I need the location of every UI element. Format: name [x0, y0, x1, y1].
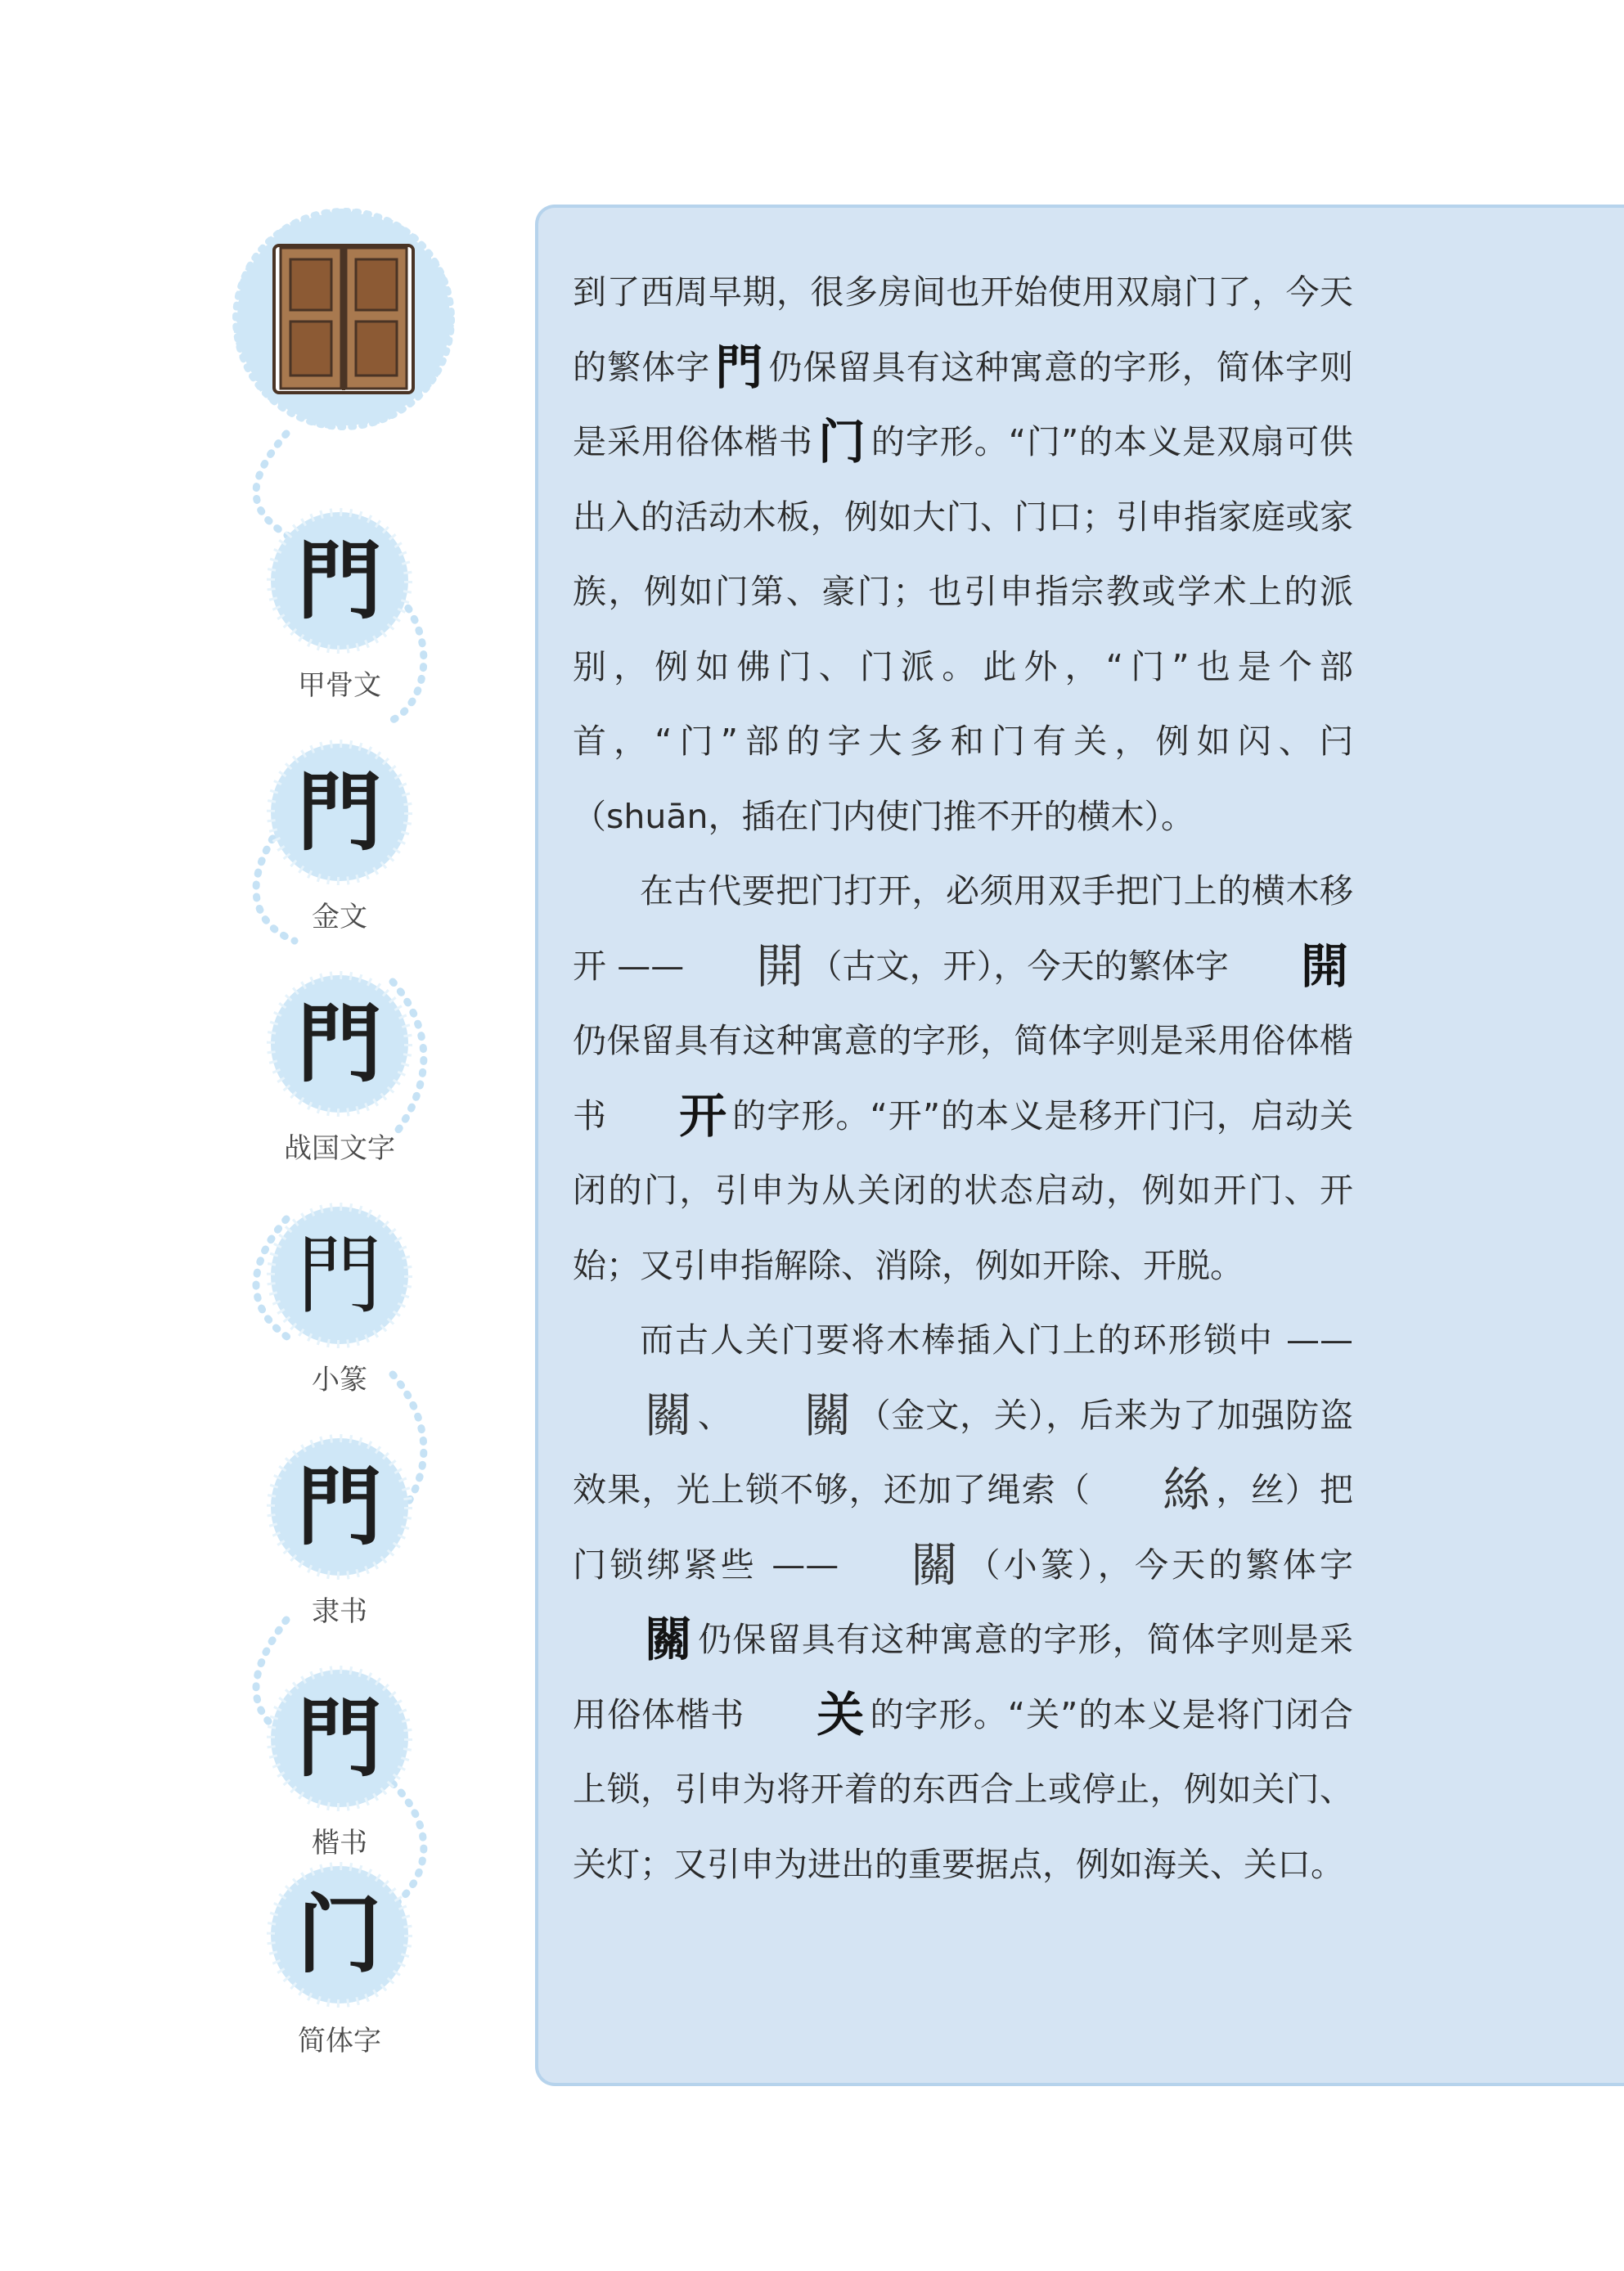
stage-glyph: 門	[296, 530, 382, 631]
text-run: 的字形。“关”的本义是将门闭合上锁，引申为将开着的东西合上或停止，例如关门、关灯；又引申为进出的重要据点，例如海关、关口。	[573, 1694, 1353, 1884]
text-run: 在古代要把门打开，必须用双手把门上的横木移开 ——	[573, 871, 1353, 986]
stage-glyph: 門	[296, 1456, 382, 1557]
inline-glyph: 开	[679, 1087, 727, 1144]
stage-label: 战国文字	[284, 1132, 395, 1165]
inline-glyph: 關	[911, 1536, 959, 1593]
stage-label: 楷书	[312, 1827, 367, 1860]
stage-regular	[237, 1665, 442, 1886]
text-run: （古文，开），今天的繁体字	[808, 946, 1229, 986]
stage-glyph: 門	[296, 1688, 382, 1788]
inline-glyph: 門	[715, 339, 763, 395]
inline-glyph: 关	[816, 1686, 865, 1743]
article-text	[573, 255, 1353, 1902]
inline-glyph: 门	[817, 414, 866, 470]
stage-label: 隶书	[312, 1595, 367, 1628]
text-run: （小篆），今天的繁体字	[963, 1545, 1353, 1585]
text-run: 而古人关门要将木棒插入门上的环形锁中 ——	[640, 1320, 1353, 1360]
inline-glyph: 關	[645, 1387, 693, 1443]
glyph-badge	[266, 1202, 413, 1349]
glyph-evolution-chain	[237, 245, 442, 2057]
glyph-badge	[266, 1861, 413, 2008]
stage-glyph: 门	[296, 1884, 382, 1985]
text-run: 、	[697, 1395, 732, 1435]
paragraph-door	[573, 255, 1353, 854]
text-run: ，丝）把门锁绑紧些 ——	[573, 1470, 1354, 1585]
inline-glyph: 開	[756, 938, 804, 994]
article-panel	[535, 205, 1624, 2086]
stage-glyph: 門	[296, 993, 382, 1094]
stage-label: 甲骨文	[298, 669, 381, 702]
glyph-badge	[266, 1665, 413, 1812]
glyph-badge	[266, 739, 413, 886]
stage-label: 金文	[312, 901, 367, 933]
stage-glyph: 門	[296, 762, 382, 862]
text-run: 的字形。“开”的本义是移开门闩，启动关闭的门，引申为从关闭的状态启动，例如开门、开始；又引申指解除、消除，例如开除、开脱。	[573, 1095, 1353, 1285]
paragraph-open	[573, 854, 1353, 1303]
text-run: 仍保留具有这种寓意的字形，简体字则是采用俗体楷书	[573, 347, 1354, 461]
stage-bronze	[237, 739, 442, 960]
text-run: （金文，关），后来为了加强防盗效果，光上锁不够，还加了绳索（	[573, 1395, 1353, 1509]
inline-glyph: 關	[645, 1612, 693, 1667]
text-run: 到了西周早期，很多房间也开始使用双扇门了，今天的繁体字	[573, 272, 1353, 387]
glyph-badge	[266, 970, 413, 1118]
glyph-badge	[266, 507, 413, 654]
stage-glyph: 門	[296, 1225, 382, 1325]
glyph-badge	[266, 1433, 413, 1581]
inline-glyph: 關	[803, 1387, 852, 1443]
stage-clerical	[237, 1433, 442, 1654]
text-run: 仍保留具有这种寓意的字形，简体字则是采用俗体楷书	[573, 1620, 1353, 1734]
inline-glyph: 開	[1300, 938, 1348, 994]
paragraph-close	[573, 1303, 1353, 1902]
stage-small-seal	[237, 1202, 442, 1423]
stage-oracle-bone	[237, 507, 442, 728]
inline-glyph: 絲	[1163, 1462, 1211, 1518]
stage-warring-states	[237, 970, 442, 1191]
stage-label: 简体字	[298, 2025, 381, 2057]
text-run: 仍保留具有这种寓意的字形，简体字则是采用俗体楷书	[573, 1021, 1353, 1136]
stage-label: 小篆	[312, 1364, 367, 1396]
text-run: 的字形。“门”的本义是双扇可供出入的活动木板，例如大门、门口；引申指家庭或家族，例如门第、豪门；也引申指宗教或学术上的派别，例如佛门、门派。此外，“门”也是个部首，“门”部的字大多和门有关，例如闪、闩（shuān，插在门内使门推不开的横木）。	[573, 422, 1353, 836]
stage-simplified	[237, 1878, 442, 2057]
